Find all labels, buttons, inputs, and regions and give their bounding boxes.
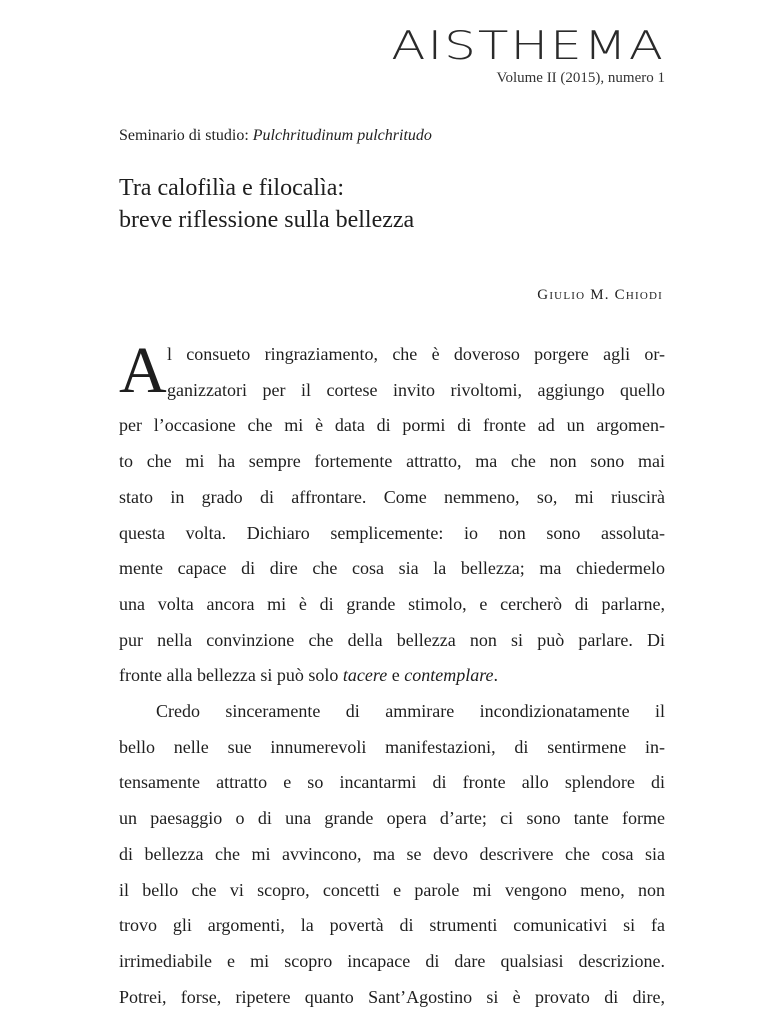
journal-logo: AISTHEMA bbox=[391, 22, 665, 69]
body-line: stato in grado di affrontare. Come nemmeno, so, mi riuscirà bbox=[119, 486, 665, 507]
body-line: to che mi ha sempre fortemente attratto, ma che non sono mai bbox=[119, 451, 665, 472]
drop-cap: A bbox=[119, 334, 167, 407]
paragraph-2-line: un paesaggio o di una grande opera d’arte; ci sono tante forme bbox=[119, 808, 665, 829]
body-line bbox=[119, 658, 665, 694]
body-line: l consueto ringraziamento, che è doveroso porgere agli or- bbox=[167, 344, 665, 364]
article-title-line-2: breve riflessione sulla bellezza bbox=[119, 207, 415, 233]
article-author: Giulio M. Chiodi bbox=[537, 287, 663, 303]
body-line-text: fronte alla bellezza si può solo bbox=[119, 665, 343, 686]
body-line: una volta ancora mi è di grande stimolo, e cercherò di parlarne, bbox=[119, 593, 665, 614]
seminar-prefix: Seminario di studio: bbox=[119, 127, 253, 144]
emphasis-tacere: tacere bbox=[342, 665, 388, 686]
article-title-line-1: Tra calofilìa e filocalìa: bbox=[119, 175, 345, 201]
paragraph-2-line: Potrei, forse, ripetere quanto Sant’Agostino si è provato di dire, bbox=[119, 986, 665, 1007]
body-line-text: e bbox=[387, 665, 405, 686]
paragraph-2-line: Credo sinceramente di ammirare incondizionatamente il bbox=[156, 701, 665, 722]
body-line: pur nella convinzione che della bellezza non si può parlare. Di bbox=[119, 629, 665, 650]
seminar-title: Pulchritudinum pulchritudo bbox=[252, 127, 432, 144]
paragraph-2-line: trovo gli argomenti, la povertà di strumenti comunicativi si fa bbox=[119, 915, 665, 936]
body-line-text: . bbox=[493, 665, 499, 686]
body-line: ganizzatori per il cortese invito rivoltomi, aggiungo quello bbox=[167, 379, 665, 400]
seminar-label bbox=[119, 127, 432, 145]
paragraph-2-line: bello nelle sue innumerevoli manifestazioni, di sentirmene in- bbox=[119, 736, 665, 757]
journal-masthead bbox=[391, 22, 665, 87]
paragraph-2-line: il bello che vi scopro, concetti e parole mi vengono meno, non bbox=[119, 879, 665, 900]
article-body bbox=[119, 334, 665, 1015]
paragraph-2-line: di bellezza che mi avvincono, ma se devo descrivere che cosa sia bbox=[119, 843, 665, 864]
body-line: per l’occasione che mi è data di pormi di fronte ad un argomen- bbox=[119, 415, 665, 436]
journal-volume: Volume II (2015), numero 1 bbox=[496, 70, 665, 86]
emphasis-contemplare: contemplare bbox=[404, 665, 494, 686]
body-line: mente capace di dire che cosa sia la bellezza; ma chiedermelo bbox=[119, 558, 665, 579]
article-title bbox=[119, 172, 414, 236]
paragraph-2-line: tensamente attratto e so incantarmi di fronte allo splendore di bbox=[119, 772, 665, 793]
paragraph-2-line: irrimediabile e mi scopro incapace di dare qualsiasi descrizione. bbox=[119, 950, 665, 971]
body-line: questa volta. Dichiaro semplicemente: io non sono assoluta- bbox=[119, 522, 665, 543]
